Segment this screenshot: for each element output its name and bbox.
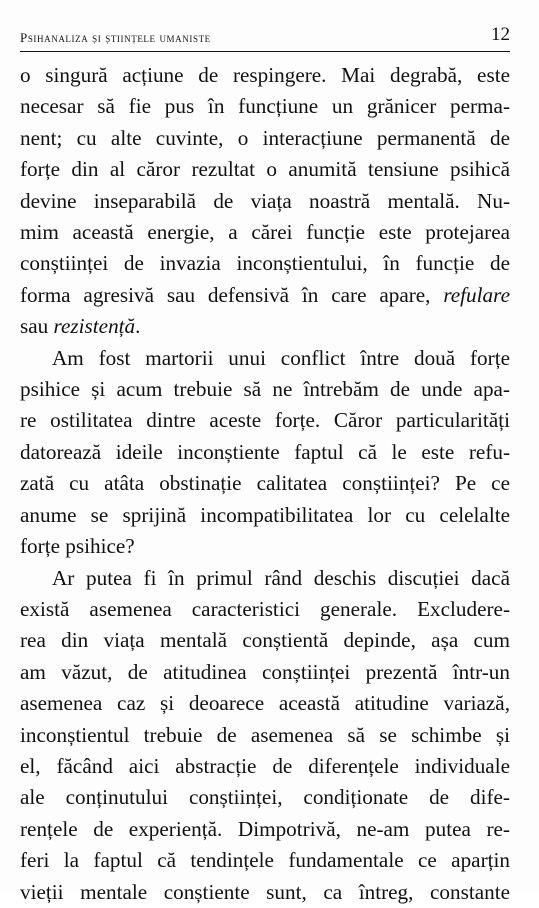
text-line: zată cu atâta obstinație calitatea conștiinței? Pe ce: [20, 471, 510, 496]
text-fragment: sau: [20, 314, 49, 339]
text-line: el, făcând aici abstracție de diferențele individuale: [20, 753, 510, 778]
header-rule: [20, 51, 510, 52]
italic-term-rezistenta: rezistență: [53, 314, 136, 339]
text-line: necesar să fie pus în funcțiune un grănicer perma-: [20, 94, 510, 119]
text-line: forțe din al căror rezultat o anumită tensiune psihică: [20, 157, 510, 182]
italic-term-refulare: refulare: [443, 282, 510, 307]
text-line: ale conținutului conștiinței, condiționate de dife-: [20, 785, 510, 810]
text-line: o singură acțiune de respingere. Mai degrabă, este: [20, 63, 510, 87]
text-fragment: forma agresivă sau defensivă în care apare,: [20, 282, 431, 307]
text-line-with-italic: [20, 280, 510, 311]
page-number: 12: [491, 24, 510, 45]
body-text: [20, 60, 510, 908]
paragraph-1: [20, 60, 510, 343]
text-fragment: .: [135, 314, 141, 339]
text-line: mim această energie, a cărei funcție este protejarea: [20, 220, 510, 245]
paragraph-2: [20, 343, 510, 563]
text-line: am văzut, de atitudinea conștiinței prezentă într-un: [20, 659, 510, 684]
text-line: psihice și acum trebuie să ne întrebăm de unde apa-: [20, 377, 510, 402]
text-line: Am fost martorii unui conflict între două forțe: [52, 345, 510, 370]
text-line: asemenea caz și deoarece această atitudine variază,: [20, 691, 510, 716]
text-line: datorează ideile inconștiente faptul că le este refu-: [20, 439, 510, 464]
text-line: există asemenea caracteristici generale. Excludere-: [20, 596, 510, 621]
text-line: vieții mentale conștiente sunt, ca întreg, constante: [20, 879, 510, 904]
text-line: devine inseparabilă de viața noastră mentală. Nu-: [20, 188, 510, 213]
text-line: rea din viața mentală conștientă depinde, așa cum: [20, 628, 510, 653]
text-line: rențele de experiență. Dimpotrivă, ne-am putea re-: [20, 816, 510, 841]
text-line: nent; cu alte cuvinte, o interacțiune permanentă de: [20, 125, 510, 150]
text-line: inconștientul trebuie de asemenea să se schimbe și: [20, 722, 510, 747]
text-line-last: forțe psihice?: [20, 534, 135, 559]
text-line: anume se sprijină incompatibilitatea lor cu celelalte: [20, 502, 510, 527]
text-line: feri la faptul că tendințele fundamentale ce aparțin: [20, 848, 510, 873]
page-header: [20, 24, 510, 50]
text-line: conștiinței de invazia inconștientului, în funcție de: [20, 251, 510, 276]
text-line: re ostilitatea dintre aceste forțe. Căror particularități: [20, 408, 510, 433]
text-line-last: [20, 311, 510, 342]
running-title: Psihanaliza și științele umaniste: [20, 30, 211, 45]
text-line: Ar putea fi în primul rând deschis discuției dacă: [52, 565, 510, 590]
paragraph-3: [20, 563, 510, 908]
